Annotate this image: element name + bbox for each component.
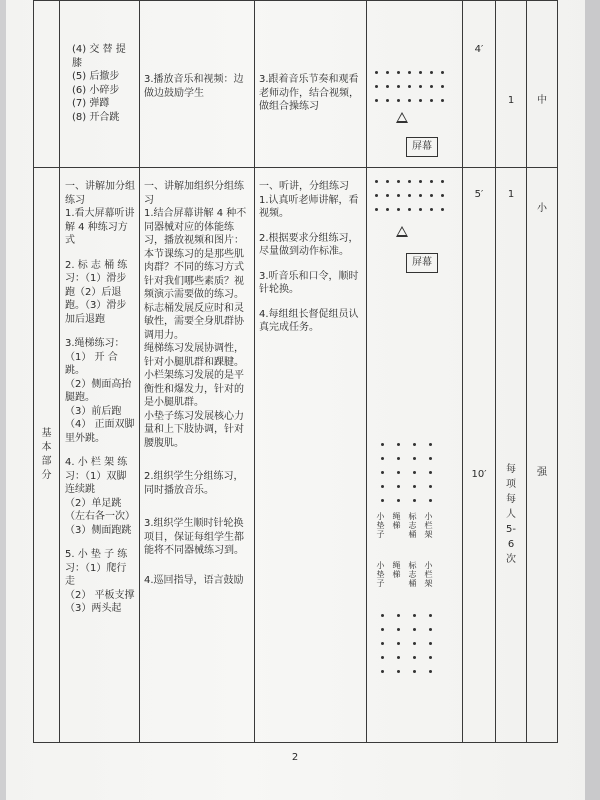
content-line: 一、讲解加分组练习 xyxy=(65,181,135,206)
content-line: （2） 平板支撑 xyxy=(65,589,135,601)
page-number: 2 xyxy=(291,752,299,763)
student-dots xyxy=(375,71,452,102)
equipment-label: 小垫子 xyxy=(376,512,385,539)
content-line: （2）单足跳（左右各一次） xyxy=(65,497,135,522)
equipment-label: 小栏架 xyxy=(424,561,433,588)
content-line: 3.绳梯练习： xyxy=(65,338,125,349)
content-cell xyxy=(60,168,140,743)
content-line: 2. 标 志 桶 练习：（1）滑步跑（2）后退跑。（3）滑步加后退跑 xyxy=(65,259,128,325)
student-line: 1.认真听老师讲解，看视频。 xyxy=(259,194,359,219)
count-value: 每项每人5-6次 xyxy=(506,463,516,565)
equipment-label: 标志桶 xyxy=(408,512,417,539)
teacher-line: 1.结合屏幕讲解 4 种不同器械对应的体能练习，播放视频和图片：本节课练习的是那些肌肉群？不同的练习方式针对我们哪些素质？视频演示需要做的练习。 xyxy=(144,208,247,300)
teacher-line: 绳梯练习发展协调性，针对小腿肌群和踝腱。 xyxy=(144,343,244,368)
count-value: 1 xyxy=(507,95,515,106)
teacher-line: 一、讲解加组织分组练习 xyxy=(144,181,244,206)
teacher-cell xyxy=(140,1,255,168)
intensity-value: 中 xyxy=(537,95,547,106)
teacher-line: 3.组织学生顺时针轮换项目，保证每组学生都能将不同器械练习到。 xyxy=(144,518,244,556)
intensity-cell xyxy=(527,1,558,168)
screen-box: 屏幕 xyxy=(406,253,438,273)
formation-diagram xyxy=(367,168,462,742)
table-row xyxy=(34,1,558,168)
teacher-spacer xyxy=(144,497,250,517)
student-spacer xyxy=(259,259,362,270)
group-dots-bottom xyxy=(381,614,445,673)
intensity-value: 强 xyxy=(537,466,547,478)
lesson-plan-table xyxy=(33,0,558,743)
equipment-label: 标志桶 xyxy=(408,561,417,588)
content-line: （4） 正面双脚里外跳。 xyxy=(65,419,135,444)
content-line: 1.看大屏幕听讲解 4 种练习方式 xyxy=(65,208,135,246)
content-line: (4) 交 替 提 xyxy=(72,44,126,55)
content-line: （1） 开 合跳。 xyxy=(65,351,118,376)
content-line: 4. 小 栏 架 练习：（1）双脚连续跳 xyxy=(65,457,128,495)
content-line: 膝 xyxy=(72,57,82,69)
teacher-spacer xyxy=(144,558,250,574)
formation-diagram xyxy=(367,1,462,167)
table-row xyxy=(34,168,558,743)
count-value: 1 xyxy=(507,189,515,200)
teacher-line: 小栏架练习发展的是平衡性和爆发力，针对的是小腿肌群。 xyxy=(144,370,244,408)
teacher-triangle-icon xyxy=(396,112,408,123)
student-dots xyxy=(375,180,452,211)
equipment-row-top xyxy=(376,512,433,539)
teacher-line: 标志桶发展反应时和灵敏性，需要全身肌群协调用力。 xyxy=(144,302,244,341)
time-value: 4′ xyxy=(474,44,484,55)
student-cell xyxy=(255,168,367,743)
equipment-label: 绳梯 xyxy=(392,561,401,579)
student-line: 2.根据要求分组练习，尽量做到动作标准。 xyxy=(259,232,359,257)
content-line: （3）两头起 xyxy=(65,603,122,614)
intensity-cell xyxy=(527,168,558,743)
organization-cell xyxy=(367,168,463,743)
time-value: 5′ xyxy=(474,189,484,200)
content-line: 5. 小 垫 子 练习：（1）爬行走 xyxy=(65,549,128,587)
count-cell xyxy=(496,1,527,168)
content-line: (8) 开合跳 xyxy=(72,111,120,123)
content-spacer xyxy=(65,248,135,259)
section-label: 基本部分 xyxy=(41,428,52,481)
student-spacer xyxy=(259,221,362,232)
teacher-cell xyxy=(140,168,255,743)
content-spacer xyxy=(65,326,135,337)
student-line: 4.每组组长督促组员认真完成任务。 xyxy=(259,308,359,333)
content-line: （3）侧面跑跳 xyxy=(65,524,132,536)
teacher-triangle-icon xyxy=(396,226,408,237)
time-cell xyxy=(463,168,496,743)
content-line: (6) 小碎步 xyxy=(72,84,120,96)
organization-cell xyxy=(367,1,463,168)
teacher-line: 小垫子练习发展核心力量和上下肢协调，针对腰腹肌。 xyxy=(144,410,244,449)
equipment-label: 绳梯 xyxy=(392,512,401,530)
content-spacer xyxy=(65,537,135,548)
section-cell-empty xyxy=(34,1,60,168)
teacher-spacer xyxy=(144,450,250,470)
content-line: (7) 弹蹲 xyxy=(72,98,110,109)
student-cell xyxy=(255,1,367,168)
student-line: 3.听音乐和口令，顺时针轮换。 xyxy=(259,270,359,295)
intensity-value: 小 xyxy=(537,203,547,214)
content-cell xyxy=(60,1,140,168)
student-spacer xyxy=(259,297,362,308)
student-text: 3.跟着音乐节奏和观看老师动作，结合视频，做组合操练习 xyxy=(259,74,359,112)
time-value: 10′ xyxy=(471,468,487,480)
student-line: 一、听讲，分组练习 xyxy=(259,181,349,192)
content-line: （3）前后跑 xyxy=(65,405,122,417)
count-cell xyxy=(496,168,527,743)
teacher-text: 3.播放音乐和视频：边做边鼓励学生 xyxy=(144,74,244,99)
equipment-label: 小栏架 xyxy=(424,512,433,539)
content-line: (5) 后撤步 xyxy=(72,71,120,82)
content-line: （2）侧面高抬腿跑。 xyxy=(65,378,132,403)
section-cell xyxy=(34,168,60,743)
equipment-label: 小垫子 xyxy=(376,561,385,588)
time-cell xyxy=(463,1,496,168)
teacher-line: 2.组织学生分组练习，同时播放音乐。 xyxy=(144,471,244,496)
content-spacer xyxy=(65,445,135,456)
equipment-row-bottom xyxy=(376,561,433,588)
teacher-line: 4.巡回指导，语言鼓励 xyxy=(144,574,244,586)
background-shadow xyxy=(585,0,600,800)
screen-box: 屏幕 xyxy=(406,137,438,157)
group-dots-top xyxy=(381,443,445,502)
